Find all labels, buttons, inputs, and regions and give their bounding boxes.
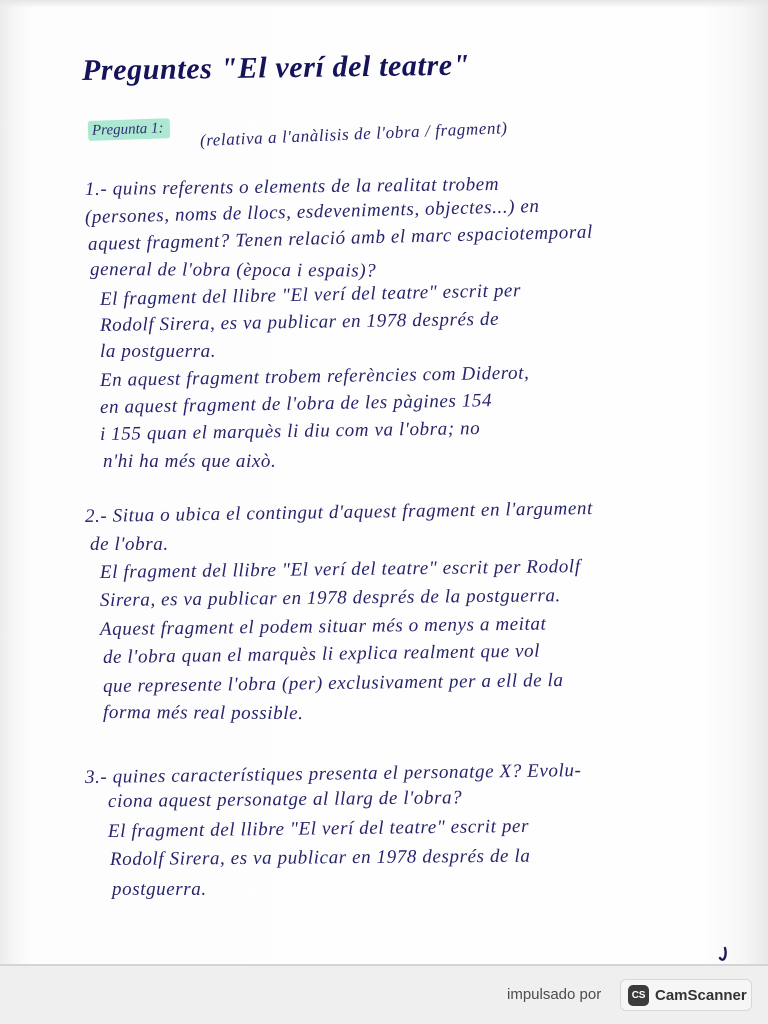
scanner-watermark-footer — [0, 966, 768, 1024]
question-1-answer-line: i 155 quan el marquès li diu com va l'obra; no — [99, 418, 481, 445]
question-1-answer-line: n'hi ha més que això. — [103, 451, 277, 472]
question-2-answer-line: Aquest fragment el podem situar més o menys a meitat — [99, 613, 547, 640]
question-1-answer-line: El fragment del llibre "El verí del teatre" escrit per — [99, 280, 522, 310]
question-1-answer-line: la postguerra. — [100, 341, 217, 362]
page-top-edge — [0, 0, 768, 8]
powered-by-text: impulsado por — [507, 986, 602, 1003]
question-2-answer-line: Sirera, es va publicar en 1978 després de la postguerra. — [99, 585, 561, 611]
question-1-prompt-line: (persones, noms de llocs, esdeveniments, objectes...) en — [84, 195, 540, 228]
question-2-answer-line: que represente l'obra (per) exclusivament per a ell de la — [102, 669, 564, 697]
question-1-prompt-line: general de l'obra (època i espais)? — [89, 259, 377, 282]
question-2-prompt-line: 2.- Situa o ubica el contingut d'aquest fragment en l'argument — [84, 498, 594, 527]
camscanner-logo-icon: CS — [628, 985, 649, 1006]
section-label-highlighted: Pregunta 1: — [88, 118, 170, 141]
question-3-answer-line: Rodolf Sirera, es va publicar en 1978 després de la — [109, 845, 531, 870]
question-1-prompt-line: 1.- quins referents o elements de la realitat trobem — [84, 173, 500, 200]
question-3-answer-line: El fragment del llibre "El verí del teatre" escrit per — [107, 815, 530, 842]
question-3-answer-line: postguerra. — [112, 879, 207, 900]
page-title: Preguntes "El verí del teatre" — [81, 48, 471, 87]
section-description: (relativa a l'anàlisis de l'obra / fragment) — [199, 118, 508, 150]
camscanner-brand-name: CamScanner — [655, 986, 747, 1004]
question-2-prompt-line: de l'obra. — [90, 534, 169, 555]
question-3-prompt-line: 3.- quines característiques presenta el personatge X? Evolu- — [84, 760, 582, 788]
question-1-answer-line: en aquest fragment de l'obra de les pàgines 154 — [99, 390, 493, 418]
question-1-answer-line: En aquest fragment trobem referències com Diderot, — [99, 362, 530, 391]
camscanner-badge — [620, 979, 752, 1011]
question-3-prompt-line: ciona aquest personatge al llarg de l'obra? — [107, 787, 463, 812]
question-2-answer-line: forma més real possible. — [102, 702, 304, 725]
ink-mark — [716, 946, 730, 962]
question-2-answer-line: El fragment del llibre "El verí del teatre" escrit per Rodolf — [99, 556, 581, 583]
question-2-answer-line: de l'obra quan el marquès li explica realment que vol — [102, 640, 541, 668]
question-1-prompt-line: aquest fragment? Tenen relació amb el marc espaciotemporal — [87, 221, 594, 255]
question-1-answer-line: Rodolf Sirera, es va publicar en 1978 després de — [99, 308, 500, 336]
